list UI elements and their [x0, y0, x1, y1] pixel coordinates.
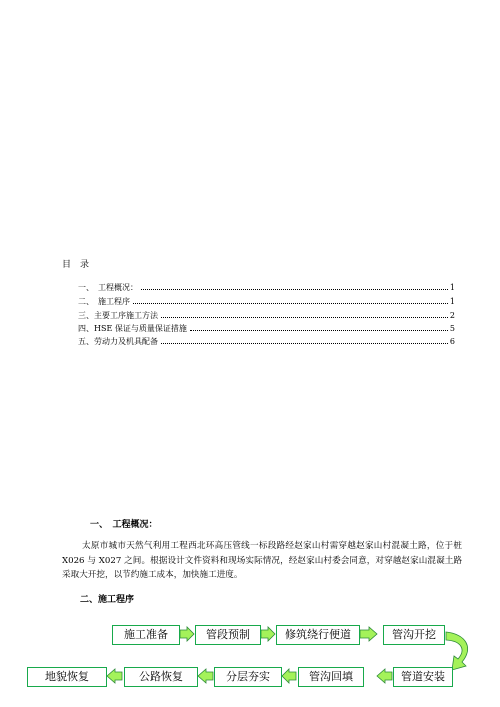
section-heading-procedure: 二、施工程序: [80, 595, 135, 605]
toc-item-label: 四、HSE 保证与质量保证措施: [78, 324, 187, 333]
toc-item-label: 三、主要工序施工方法: [78, 311, 158, 320]
flow-arrow-right-icon: [360, 627, 377, 641]
flow-step-detour-road: 修筑绕行便道: [276, 625, 360, 645]
flow-step-layered-compaction: 分层夯实: [214, 667, 282, 687]
flow-step-trench-excavation: 管沟开挖: [383, 625, 445, 645]
flow-arrow-left-icon: [377, 669, 392, 683]
flow-step-trench-backfill: 管沟回填: [298, 667, 364, 687]
overview-paragraph: 太原市城市天然气利用工程西北环高压管线一标段路经赵家山村需穿越赵家山村混凝土路，位于桩 X026 与 X027 之间。根据设计文件资料和现场实际情况，经赵家山村委会同意，对穿越赵家山混凝土路采取大开挖，以节约施工成本，加快施工进度。: [62, 541, 462, 580]
flow-arrow-right-icon: [180, 627, 194, 641]
flow-turn-arrow-icon: [446, 632, 468, 670]
toc-item-label: 一、 工程概况：: [78, 283, 138, 292]
flow-step-prefabrication: 管段预制: [195, 625, 261, 645]
toc-item-label: 二、 施工程序: [78, 297, 130, 306]
flow-arrow-left-icon: [107, 669, 122, 683]
toc-title: 目 录: [62, 260, 90, 270]
toc-item-page: 1: [449, 283, 455, 292]
flow-step-preparation: 施工准备: [112, 625, 180, 645]
toc-item-page: 1: [449, 297, 455, 306]
flow-arrow-right-icon: [261, 627, 275, 641]
toc-item-page: 5: [449, 324, 455, 333]
section-heading-overview: 一、 工程概况：: [90, 520, 158, 530]
toc-item-page: 2: [449, 311, 455, 320]
toc-item-label: 五、劳动力及机具配备: [78, 337, 158, 346]
flow-step-pipe-installation: 管道安装: [393, 667, 453, 687]
flow-arrow-left-icon: [198, 669, 213, 683]
flow-step-road-restoration: 公路恢复: [124, 667, 198, 687]
flow-step-landform-restoration: 地貌恢复: [27, 667, 107, 687]
flow-arrow-left-icon: [282, 669, 296, 683]
toc-item-page: 6: [449, 337, 455, 346]
